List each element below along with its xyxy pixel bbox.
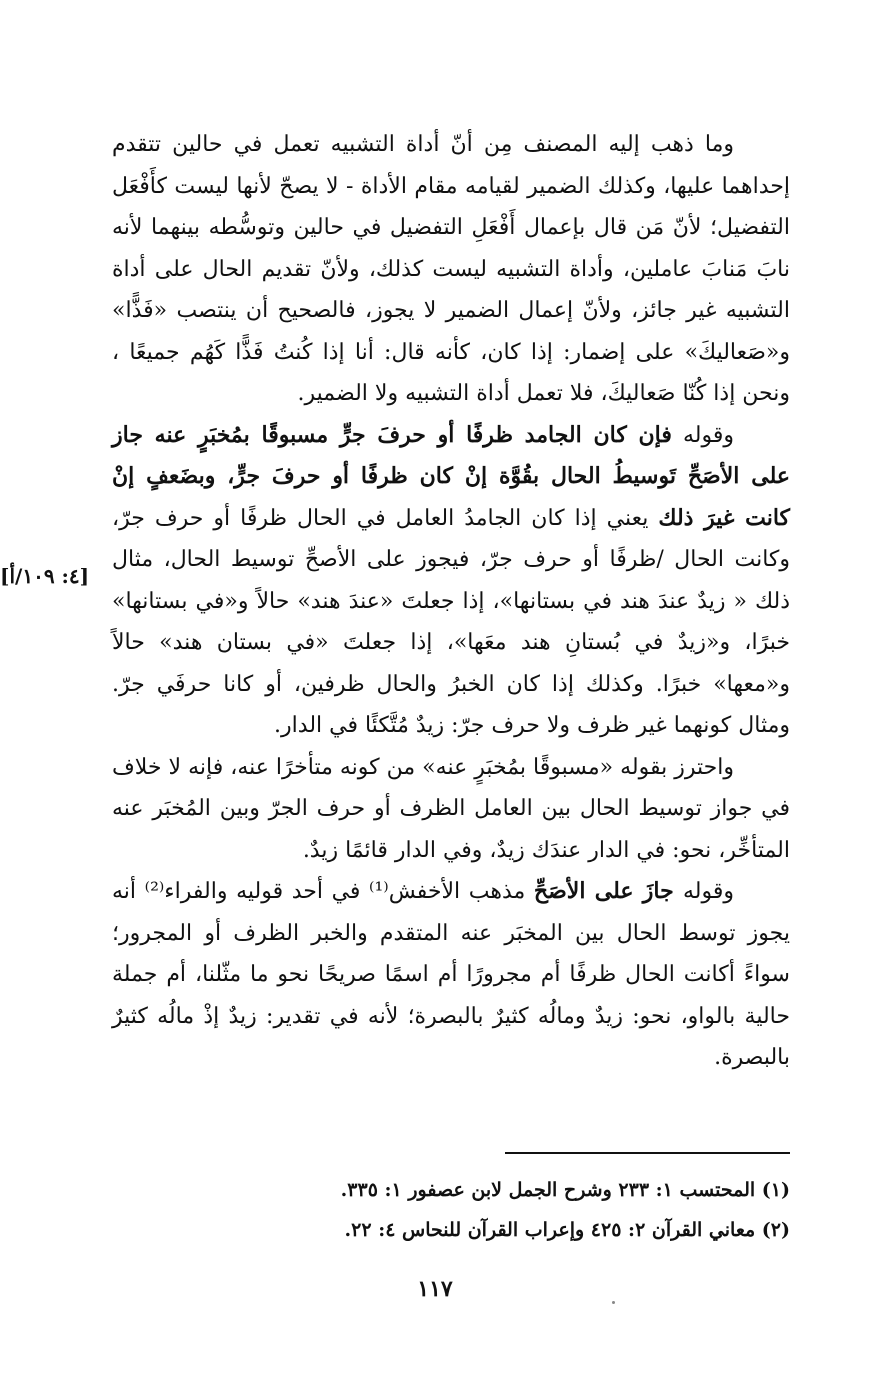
paragraph-4-commentary: مذهب الأخفش⁽¹⁾ في أحد قوليه والفراء⁽²⁾ أنه يجوز توسط الحال بين المخبَر عنه المتقدم والخبر الظرف أو المجرور؛ سواءً أكانت الحال ظرفًا أم مجرورًا أم اسمًا صريحًا نحو ما مثّلنا، أم جملة حالية بالواو، نحو: زيدٌ ومالُه كثيرٌ بالبصرة؛ لأنه في تقدير: زيدٌ إذْ مالُه كثيرٌ بالبصرة.	[112, 879, 790, 1070]
paragraph-2-commentary: يعني إذا كان الجامدُ العامل في الحال ظرفًا أو حرف جرّ، وكانت الحال /ظرفًا أو حرف جرّ، فيجوز على الأصحِّ توسيط الحال، مثال ذلك « زيدٌ عندَ هند في بستانها»، إذا جعلتَ «عندَ هند» حالاً و«في بستانها» خبرًا، و«زيدٌ في بُستانِ هند معَها»، إذا جعلتَ «في بستان هند» حالاً و«معها» خبرًا. وكذلك إذا كان الخبرُ والحال ظرفين، أو كانا حرفَي جرّ. ومثال كونهما غير ظرف ولا حرف جرّ: زيدٌ مُتَّكئًا في الدار.	[112, 505, 790, 738]
page-number: ١١٧	[417, 1276, 453, 1302]
footnote-2: (٢) معاني القرآن ٢: ٤٢٥ وإعراب القرآن للنحاس ٤: ٢٢.	[344, 1219, 790, 1241]
paragraph-4	[112, 871, 790, 1079]
footnotes	[300, 1170, 790, 1250]
footnote-1: (١) المحتسب ١: ٢٣٣ وشرح الجمل لابن عصفور ١: ٣٣٥.	[340, 1179, 790, 1201]
quoted-rule-1: فإن كان الجامد ظرفًا أو حرفَ جرٍّ مسبوقًا بمُخبَرٍ عنه جاز على الأصَحِّ تَوسيطُ الحال بقُوَّة إنْ كان ظرفًا أو حرفَ جرٍّ، وبضَعفٍ إنْ كانت غيرَ ذلك	[112, 421, 790, 531]
paragraph-2-intro: وقوله	[682, 422, 734, 448]
scan-speck	[612, 1301, 615, 1304]
footnote-separator	[505, 1152, 790, 1154]
paragraph-4-intro: وقوله	[682, 879, 734, 904]
manuscript-folio-reference: [٤: ١٠٩/أ]	[0, 564, 90, 588]
paragraph-3: واحترز بقوله «مسبوقًا بمُخبَرٍ عنه» من كونه متأخرًا عنه، فإنه لا خلاف في جواز توسيط الحال بين العامل الظرف أو حرف الجرّ وبين المُخبَر عنه المتأخِّر، نحو: في الدار عندَك زيدٌ، وفي الدار قائمًا زيدٌ.	[112, 754, 790, 863]
paragraph-2	[112, 415, 790, 747]
main-text	[112, 124, 790, 1079]
paragraph-1: وما ذهب إليه المصنف مِن أنّ أداة التشبيه تعمل في حالين تتقدم إحداهما عليها، وكذلك الضمير لقيامه مقام الأداة - لا يصحّ لأنها ليست كأَفْعَل التفضيل؛ لأنّ مَن قال بإعمال أَفْعَلِ التفضيل في حالين وتوسُّطه بينهما لأنه نابَ مَنابَ عاملين، وأداة التشبيه ليست كذلك، ولأنّ تقديم الحال على أداة التشبيه غير جائز، ولأنّ إعمال الضمير لا يجوز، فالصحيح أن ينتصب «فَذًّا» و«صَعاليكَ» على إضمار: إذا كان، كأنه قال: أنا إذا كُنتُ فَذًّا كَهُم جميعًا ، ونحن إذا كُنّا صَعاليكَ، فلا تعمل أداة التشبيه ولا الضمير.	[112, 132, 790, 406]
quoted-rule-2: جازَ على الأصَحِّ	[533, 878, 683, 904]
